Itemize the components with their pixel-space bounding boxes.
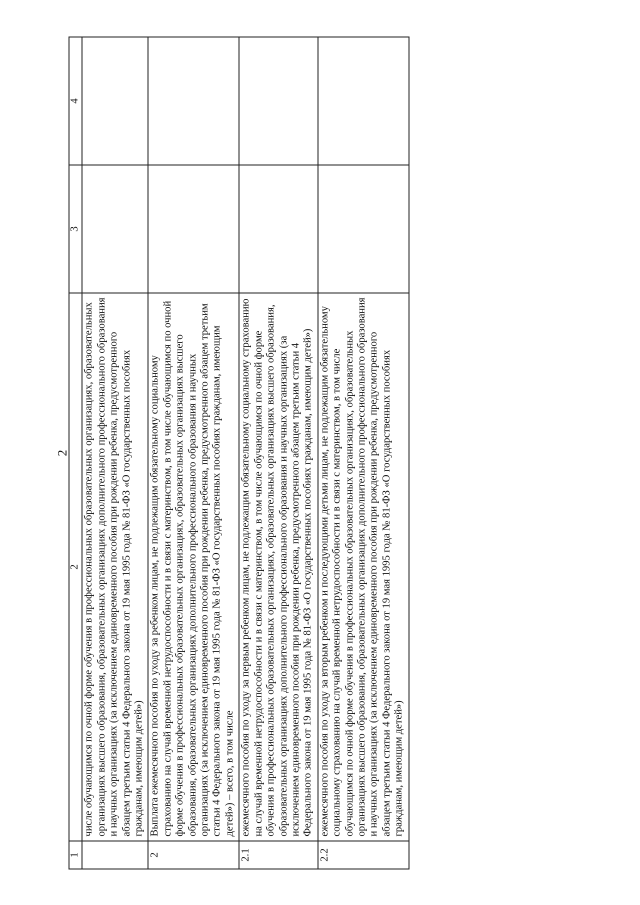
page-number: 2 — [54, 449, 69, 456]
row-col3 — [82, 165, 148, 293]
row-col4 — [239, 37, 317, 165]
row-description: Выплата ежемесячного пособия по уходу за ребенком лицам, не подлежащим обязательному социальному страхованию на случай временной нетрудоспособности и в связи с материнством, в том числе обучающимся по очной форме обучения в профессиональных образовательных организациях, образовательных организациях высшего образования, образовательных организациях дополнительного профессионального образования и научных организациях (за исключением единовременного пособия при рождении ребенка, предусмотренного абзацем третьим статьи 4 Федерального закона от 19 мая 1995 года № 81-ФЗ «О государственных пособиях гражданам, имеющим детей») – всего, в том числе — [148, 293, 239, 841]
row-number: 2.2 — [317, 841, 408, 869]
header-cell-4: 4 — [69, 37, 82, 165]
table-header-row — [69, 37, 82, 869]
row-col3 — [317, 165, 408, 293]
header-cell-2: 2 — [69, 293, 82, 841]
row-number: 2 — [148, 841, 239, 869]
row-description: ежемесячного пособия по уходу за первым ребенком лицам, не подлежащим обязательному социальному страхованию на случай временной нетрудоспособности и в связи с материнством, в том числе обучающимся по очной форме обучения в профессиональных образовательных организациях, образовательных организациях высшего образования, образовательных организациях дополнительного профессионального образования и научных организациях (за исключением единовременного пособия при рождении ребенка, предусмотренного абзацем третьим статьи 4 Федерального закона от 19 мая 1995 года № 81-ФЗ «О государственных пособиях гражданам, имеющим детей») — [239, 293, 317, 841]
row-description: числе обучающимся по очной форме обучения в профессиональных образовательных организациях, образовательных организациях высшего образования, образовательных организациях дополнительного профессионального образования и научных организациях (за исключением единовременного пособия при рождении ребенка, предусмотренного абзацем третьим статьи 4 Федерального закона от 19 мая 1995 года № 81-ФЗ «О государственных пособиях гражданам, имеющим детей») — [82, 293, 148, 841]
row-number — [82, 841, 148, 869]
table-row — [239, 37, 317, 869]
row-col4 — [148, 37, 239, 165]
benefits-table — [68, 36, 409, 869]
row-description: ежемесячного пособия по уходу за вторым ребенком и последующими детьми лицам, не подлежащим обязательному социальному страхованию на случай временной нетрудоспособности и в связи с материнством, в том числе обучающимся по очной форме обучения в профессиональных образовательных организациях, образовательных организациях высшего образования, образовательных организациях дополнительного профессионального образования и научных организациях (за исключением единовременного пособия при рождении ребенка, предусмотренного абзацем третьим статьи 4 Федерального закона от 19 мая 1995 года № 81-ФЗ «О государственных пособиях гражданам, имеющим детей») — [317, 293, 408, 841]
row-number: 2.1 — [239, 841, 317, 869]
row-col4 — [317, 37, 408, 165]
table-row — [82, 37, 148, 869]
table-row — [148, 37, 239, 869]
row-col3 — [148, 165, 239, 293]
header-cell-3: 3 — [69, 165, 82, 293]
table-row — [317, 37, 408, 869]
header-cell-1: 1 — [69, 841, 82, 869]
row-col4 — [82, 37, 148, 165]
row-col3 — [239, 165, 317, 293]
